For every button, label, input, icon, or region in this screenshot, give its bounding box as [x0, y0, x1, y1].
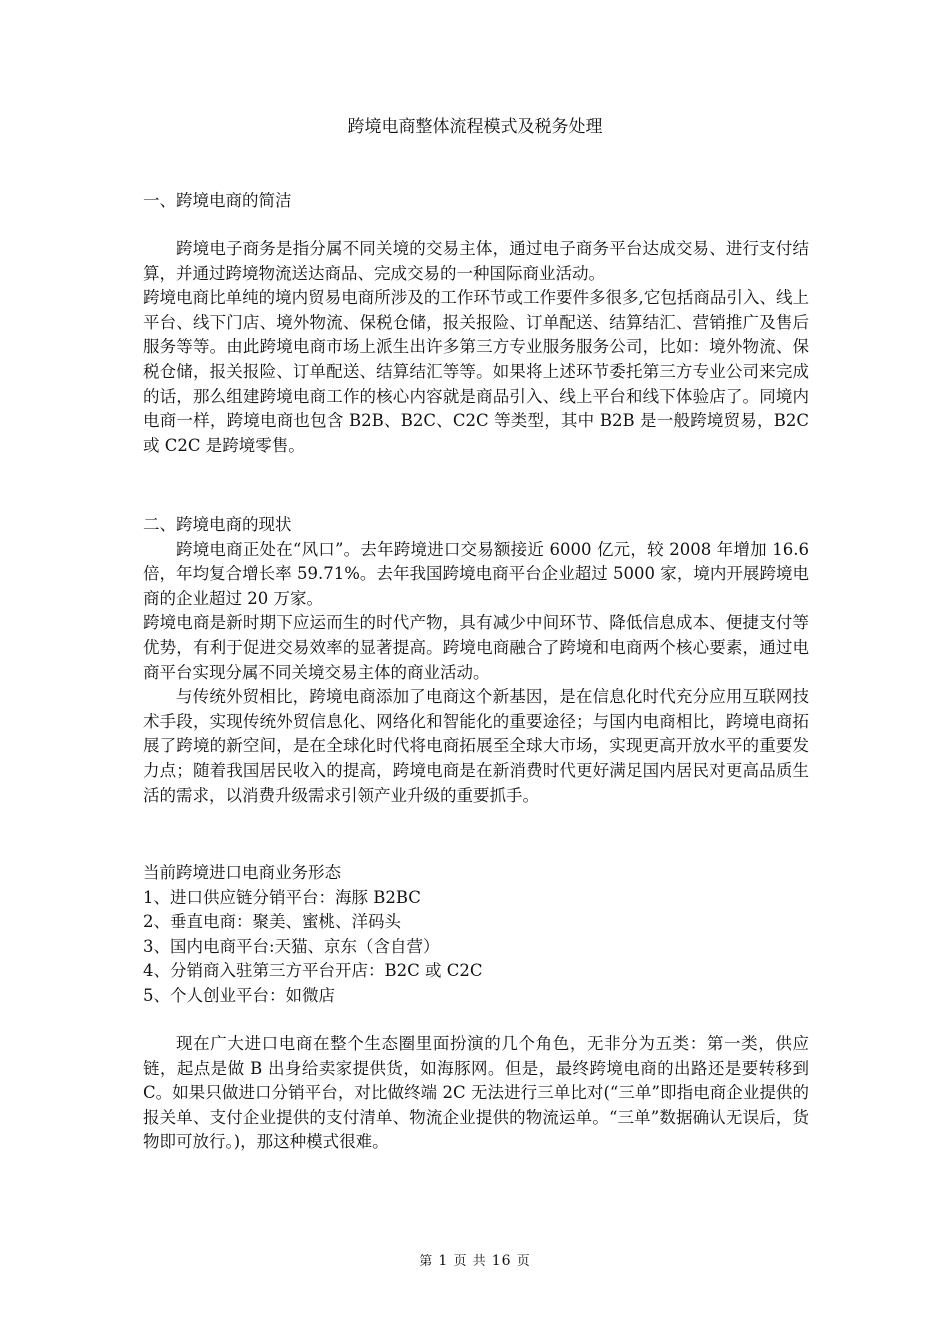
section-intro	[143, 189, 809, 214]
section-intro-body	[143, 237, 809, 458]
paragraph: 与传统外贸相比，跨境电商添加了电商这个新基因，是在信息化时代充分应用互联网技术手段，实现传统外贸信息化、网络化和智能化的重要途径；与国内电商相比，跨境电商拓展了跨境的新空间，是在全球化时代将电商拓展至全球大市场，实现更高开放水平的重要发力点；随着我国居民收入的提高，跨境电商是在新消费时代更好满足国内居民对更高品质生活的需求，以消费升级需求引领产业升级的重要抓手。	[143, 687, 809, 805]
business-forms	[143, 861, 809, 1009]
footer-middle: 页 共	[453, 1254, 487, 1269]
list-heading: 当前跨境进口电商业务形态	[143, 863, 341, 882]
section-roles	[143, 1032, 809, 1155]
footer-suffix: 页	[516, 1254, 531, 1269]
paragraph: 跨境电商比单纯的境内贸易电商所涉及的工作环节或工作要件多很多,它包括商品引入、线上平台、线下门店、境外物流、保税仓储，报关报险、订单配送、结算结汇、营销推广及售后服务等等。由此跨境电商市场上派生出许多第三方专业服务服务公司，比如：境外物流、保税仓储，报关报险、订单配送、结算结汇等等。如果将上述环节委托第三方专业公司来完成的话，那么组建跨境电商工作的核心内容就是商品引入、线上平台和线下体验店了。同境内电商一样，跨境电商也包含 B2B、B2C、C2C 等类型，其中 B2B 是一般跨境贸易，B2C 或 C2C 是跨境零售。	[143, 288, 809, 455]
paragraph: 现在广大进口电商在整个生态圈里面扮演的几个角色，无非分为五类：第一类，供应链，起点是做 B 出身给卖家提供货，如海豚网。但是，最终跨境电商的出路还是要转移到 C。如果只做进口分销平台，对比做终端 2C 无法进行三单比对(“三单”即指电商企业提供的报关单、支付企业提供的支付清单、物流企业提供的物流运单。“三单”数据确认无误后，货物即可放行。)，那这种模式很难。	[143, 1034, 809, 1152]
current-page-number: 1	[438, 1253, 449, 1269]
document-title: 跨境电商整体流程模式及税务处理	[347, 117, 603, 137]
list-item: 1、进口供应链分销平台：海豚 B2BC	[143, 887, 421, 907]
paragraph: 跨境电商正处在“风口”。去年跨境进口交易额接近 6000 亿元，较 2008 年增加 16.6 倍，年均复合增长率 59.71%。去年我国跨境电商平台企业超过 5000 家，境内开展跨境电商的企业超过 20 万家。	[143, 539, 809, 608]
section-heading: 二、跨境电商的现状	[143, 515, 292, 534]
page-footer	[0, 1251, 950, 1272]
paragraph: 跨境电子商务是指分属不同关境的交易主体，通过电子商务平台达成交易、进行支付结算，并通过跨境物流送达商品、完成交易的一种国际商业活动。	[143, 239, 809, 283]
list-item: 4、分销商入驻第三方平台开店：B2C 或 C2C	[143, 961, 483, 981]
paragraph: 跨境电商是新时期下应运而生的时代产物，具有减少中间环节、降低信息成本、便捷支付等优势，有利于促进交易效率的显著提高。跨境电商融合了跨境和电商两个核心要素，通过电商平台实现分属不同关境交易主体的商业活动。	[143, 613, 809, 682]
total-page-count: 16	[491, 1253, 512, 1269]
list-item: 5、个人创业平台：如微店	[143, 985, 335, 1005]
footer-prefix: 第	[419, 1254, 434, 1269]
list-item: 2、垂直电商：聚美、蜜桃、洋码头	[143, 912, 401, 932]
section-status	[143, 513, 809, 808]
list-item: 3、国内电商平台:天猫、京东（含自营）	[143, 936, 440, 956]
business-forms-list	[143, 886, 809, 1009]
section-heading: 一、跨境电商的简洁	[143, 191, 292, 210]
